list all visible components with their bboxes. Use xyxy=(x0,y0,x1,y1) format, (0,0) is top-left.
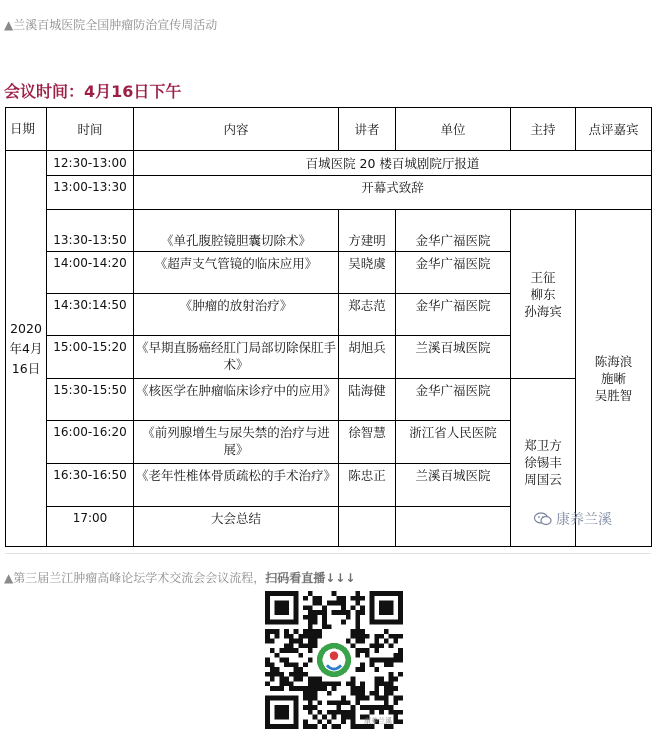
time-cell: 12:30-13:00 xyxy=(47,151,134,176)
unit-cell xyxy=(396,507,511,547)
date-cell: 2020年4月16日 xyxy=(6,151,47,547)
content-cell: 《肿瘤的放射治疗》 xyxy=(134,294,339,336)
content-cell: 《核医学在肿瘤临床诊疗中的应用》 xyxy=(134,379,339,421)
caption-bottom-bold: 扫码看直播↓↓↓ xyxy=(265,571,356,585)
host-name: 周国云 xyxy=(524,472,562,487)
content-cell: 《超声支气管镜的临床应用》 xyxy=(134,252,339,294)
qr-watermark: 康养兰溪 xyxy=(364,717,392,725)
time-cell: 14:30:14:50 xyxy=(47,294,134,336)
content-cell: 大会总结 xyxy=(134,507,339,547)
host-name: 王征 xyxy=(530,269,556,285)
speaker-cell: 吴晓虞 xyxy=(339,252,396,294)
time-cell: 15:30-15:50 xyxy=(47,379,134,421)
divider xyxy=(5,553,651,554)
speaker-cell: 郑志范 xyxy=(339,294,396,336)
time-cell: 17:00 xyxy=(47,507,134,547)
speaker-cell: 陈忠正 xyxy=(339,464,396,507)
header-unit: 单位 xyxy=(396,108,511,151)
host-name: 徐锡丰 xyxy=(524,455,562,470)
wechat-icon xyxy=(534,512,552,526)
unit-cell: 金华广福医院 xyxy=(396,294,511,336)
reviewer-name: 吴胜智 xyxy=(594,387,633,403)
host-name: 郑卫方 xyxy=(524,438,562,453)
table-row xyxy=(6,176,652,210)
header-time: 时间 xyxy=(47,108,134,151)
reviewer-name: 陈海浪 xyxy=(594,353,633,369)
unit-cell: 兰溪百城医院 xyxy=(396,336,511,379)
content-cell: 《老年性椎体骨质疏松的手术治疗》 xyxy=(134,464,339,507)
caption-top: ▲兰溪百城医院全国肿瘤防治宣传周活动 xyxy=(4,18,218,32)
table-row xyxy=(6,379,652,421)
time-cell: 16:30-16:50 xyxy=(47,464,134,507)
time-cell: 16:00-16:20 xyxy=(47,421,134,464)
table-header-row xyxy=(6,108,652,151)
speaker-cell xyxy=(339,507,396,547)
header-reviewer: 点评嘉宾 xyxy=(576,108,652,151)
content-cell: 《前列腺增生与尿失禁的治疗与进展》 xyxy=(134,421,339,464)
time-cell: 13:00-13:30 xyxy=(47,176,134,210)
caption-bottom xyxy=(4,569,355,586)
content-cell: 《早期直肠癌经肛门局部切除保肛手术》 xyxy=(134,336,339,379)
table-row xyxy=(6,210,652,252)
schedule-table xyxy=(5,107,652,547)
speaker-cell: 胡旭兵 xyxy=(339,336,396,379)
unit-cell: 金华广福医院 xyxy=(396,379,511,421)
content-cell: 《单孔腹腔镜胆囊切除术》 xyxy=(134,210,339,252)
speaker-cell: 陆海健 xyxy=(339,379,396,421)
watermark xyxy=(534,509,654,529)
content-cell: 百城医院 20 楼百城剧院厅报道 xyxy=(134,151,652,176)
host-name: 孙海宾 xyxy=(524,303,562,319)
caption-bottom-text: ▲第三届兰江肿瘤高峰论坛学术交流会会议流程， xyxy=(4,571,266,585)
speaker-cell: 徐智慧 xyxy=(339,421,396,464)
speaker-cell: 方建明 xyxy=(339,210,396,252)
header-date: 日期 xyxy=(6,108,47,151)
host-name: 柳东 xyxy=(530,286,556,302)
qr-logo xyxy=(314,640,354,680)
content-cell: 开幕式致辞 xyxy=(134,176,652,210)
qr-code-icon[interactable] xyxy=(265,591,403,729)
unit-cell: 浙江省人民医院 xyxy=(396,421,511,464)
watermark-text: 康养兰溪 xyxy=(556,512,612,528)
unit-cell: 金华广福医院 xyxy=(396,210,511,252)
reviewer-name: 施晰 xyxy=(600,370,626,386)
host-cell-1 xyxy=(511,210,576,379)
time-cell: 15:00-15:20 xyxy=(47,336,134,379)
unit-cell: 兰溪百城医院 xyxy=(396,464,511,507)
table-row xyxy=(6,151,652,176)
unit-cell: 金华广福医院 xyxy=(396,252,511,294)
meeting-time-heading: 会议时间：4月16日下午 xyxy=(4,82,182,101)
header-content: 内容 xyxy=(134,108,339,151)
time-cell: 14:00-14:20 xyxy=(47,252,134,294)
header-speaker: 讲者 xyxy=(339,108,396,151)
header-host: 主持 xyxy=(511,108,576,151)
reviewer-cell xyxy=(576,210,652,547)
time-cell: 13:30-13:50 xyxy=(47,210,134,252)
